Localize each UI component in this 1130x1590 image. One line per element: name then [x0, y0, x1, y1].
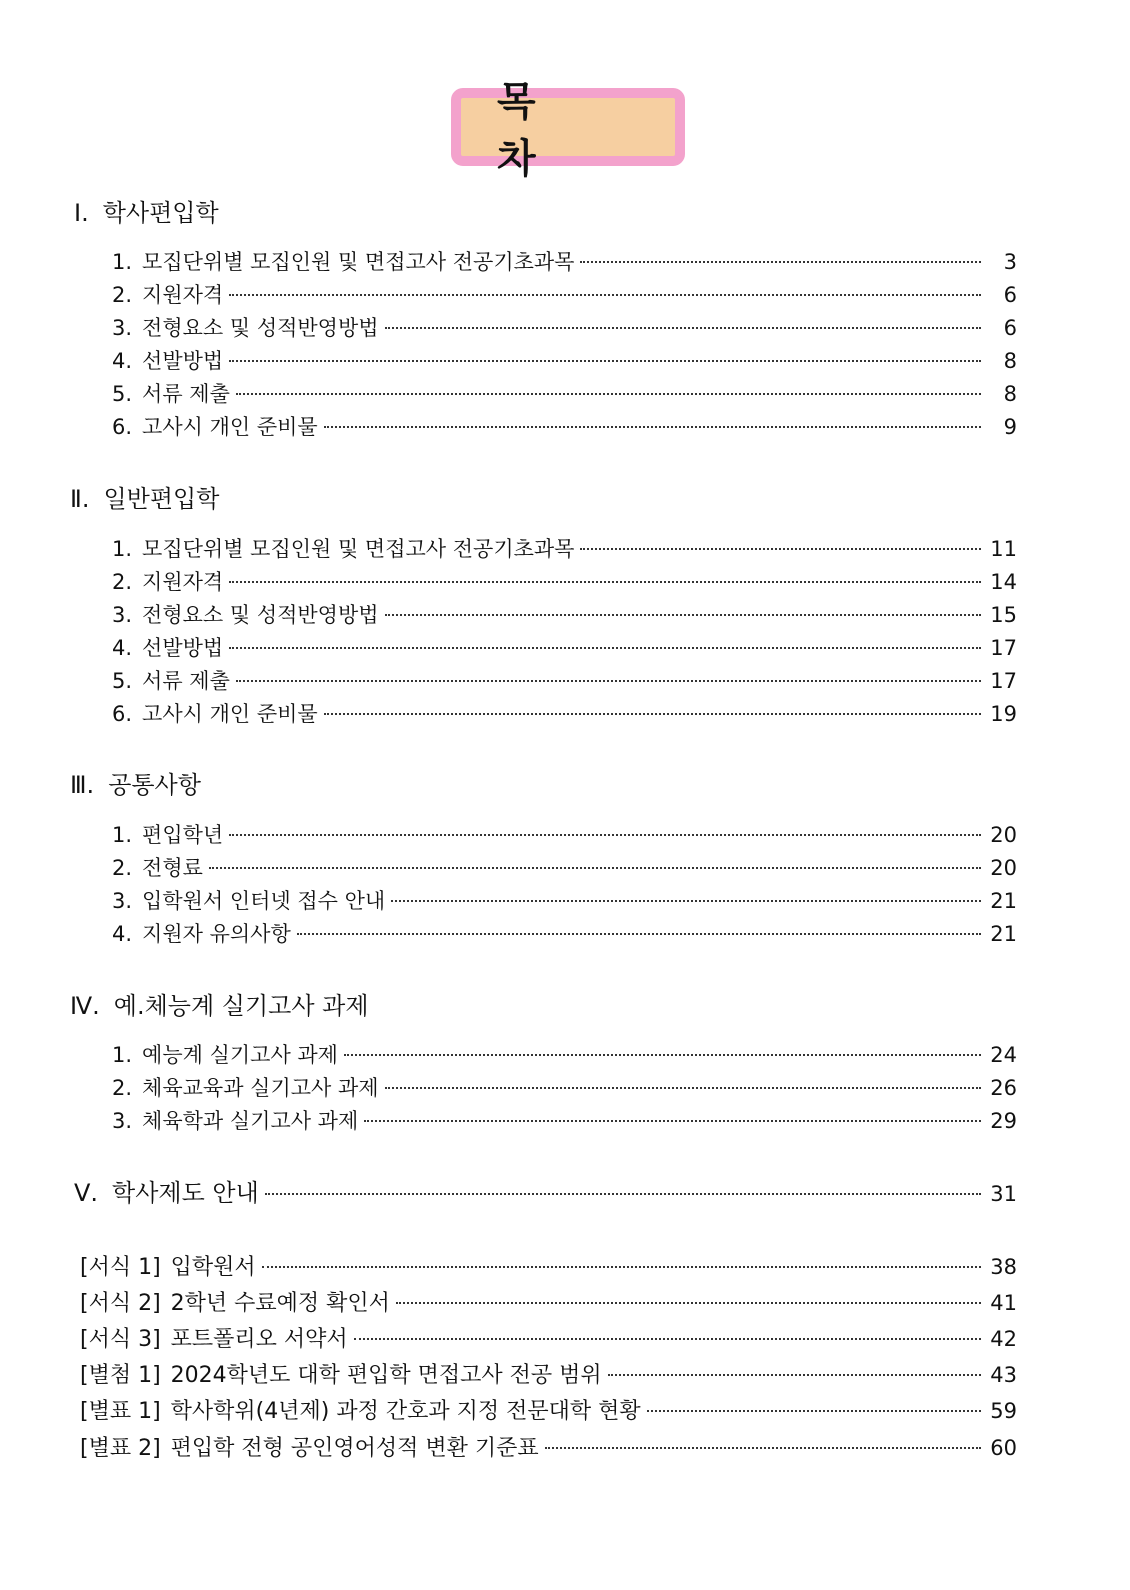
dot-leader	[324, 426, 981, 428]
entry-page: 60	[990, 1436, 1017, 1460]
section-number: Ⅲ.	[70, 771, 95, 799]
entry-number: 1.	[112, 1043, 133, 1067]
entry-label: 고사시 개인 준비물	[142, 702, 318, 726]
dot-leader	[364, 1120, 981, 1122]
toc-entry[interactable]	[112, 568, 1017, 596]
section-title: 예.체능계 실기고사 과제	[113, 992, 369, 1020]
entry-label: 편입학년	[142, 823, 224, 847]
dot-leader	[262, 1266, 981, 1268]
toc-entry[interactable]	[112, 887, 1017, 915]
entry-page: 6	[1003, 316, 1017, 340]
entry-label: 전형요소 및 성적반영방법	[142, 316, 379, 340]
entry-page: 21	[990, 889, 1017, 913]
appendix-tag: [서식 2]	[80, 1291, 161, 1316]
toc-entry[interactable]	[112, 634, 1017, 662]
entry-number: 3.	[112, 1109, 133, 1133]
dot-leader	[545, 1447, 981, 1449]
dot-leader	[229, 834, 981, 836]
entry-page: 19	[990, 702, 1017, 726]
appendix-tag: [별표 2]	[80, 1436, 161, 1461]
entry-label: 체육교육과 실기고사 과제	[142, 1076, 379, 1100]
entry-label: 지원자격	[142, 283, 224, 307]
toc-entry[interactable]	[112, 700, 1017, 728]
section-title: 학사편입학	[102, 199, 219, 227]
entry-page: 38	[990, 1255, 1017, 1279]
dot-leader	[580, 261, 981, 263]
entry-label: 선발방법	[142, 636, 224, 660]
toc-entry[interactable]	[112, 314, 1017, 342]
entry-label: 2024학년도 대학 편입학 면접고사 전공 범위	[170, 1363, 602, 1388]
toc-entry[interactable]	[112, 667, 1017, 695]
entry-page: 42	[990, 1327, 1017, 1351]
entry-label: 입학원서	[170, 1255, 256, 1280]
toc-entry[interactable]	[112, 380, 1017, 408]
entry-number: 5.	[112, 669, 133, 693]
dot-leader	[209, 867, 981, 869]
dot-leader	[580, 548, 981, 550]
toc-entry[interactable]	[112, 601, 1017, 629]
page-title: 목 차	[497, 79, 572, 182]
entry-label: 지원자 유의사항	[142, 922, 291, 946]
entry-page: 8	[1003, 349, 1017, 373]
dot-leader	[297, 933, 981, 935]
entry-page: 31	[990, 1182, 1017, 1206]
dot-leader	[236, 393, 981, 395]
entry-label: 예능계 실기고사 과제	[142, 1043, 338, 1067]
dot-leader	[385, 327, 981, 329]
entry-page: 29	[990, 1109, 1017, 1133]
entry-label: 입학원서 인터넷 접수 안내	[142, 889, 386, 913]
entry-label: 서류 제출	[142, 669, 230, 693]
dot-leader	[344, 1054, 981, 1056]
toc-entry[interactable]	[112, 920, 1017, 948]
section-heading-1	[74, 198, 219, 228]
section-number: Ⅳ.	[70, 992, 100, 1020]
entry-number: 2.	[112, 570, 133, 594]
toc-entry[interactable]	[112, 535, 1017, 563]
appendix-entry[interactable]	[80, 1289, 1017, 1318]
entry-page: 11	[990, 537, 1017, 561]
entry-number: 2.	[112, 856, 133, 880]
dot-leader	[647, 1410, 981, 1412]
entry-page: 21	[990, 922, 1017, 946]
entry-label: 편입학 전형 공인영어성적 변환 기준표	[170, 1436, 539, 1461]
entry-label: 모집단위별 모집인원 및 면접고사 전공기초과목	[142, 250, 575, 274]
dot-leader	[324, 713, 981, 715]
entry-page: 14	[990, 570, 1017, 594]
section-title: 일반편입학	[103, 485, 220, 513]
entry-label: 모집단위별 모집인원 및 면접고사 전공기초과목	[142, 537, 575, 561]
entry-number: 4.	[112, 636, 133, 660]
entry-number: 3.	[112, 316, 133, 340]
entry-page: 15	[990, 603, 1017, 627]
section-heading-5[interactable]	[74, 1178, 1017, 1209]
section-number: Ⅴ.	[74, 1179, 99, 1207]
toc-entry[interactable]	[112, 413, 1017, 441]
dot-leader	[229, 360, 981, 362]
entry-label: 서류 제출	[142, 382, 230, 406]
entry-label: 선발방법	[142, 349, 224, 373]
section-heading-3	[70, 770, 201, 800]
entry-label: 2학년 수료예정 확인서	[170, 1291, 390, 1316]
entry-number: 1.	[112, 823, 133, 847]
entry-page: 8	[1003, 382, 1017, 406]
appendix-tag: [별첨 1]	[80, 1363, 161, 1388]
entry-page: 17	[990, 669, 1017, 693]
toc-entry[interactable]	[112, 854, 1017, 882]
entry-page: 20	[990, 823, 1017, 847]
appendix-tag: [서식 3]	[80, 1327, 161, 1352]
entry-number: 6.	[112, 702, 133, 726]
entry-label: 학사학위(4년제) 과정 간호과 지정 전문대학 현황	[170, 1399, 641, 1424]
page-title-box	[451, 79, 685, 182]
entry-number: 1.	[112, 537, 133, 561]
entry-page: 9	[1003, 415, 1017, 439]
entry-number: 1.	[112, 250, 133, 274]
entry-label: 전형요소 및 성적반영방법	[142, 603, 379, 627]
appendix-tag: [별표 1]	[80, 1399, 161, 1424]
dot-leader	[385, 1087, 981, 1089]
toc-entry[interactable]	[112, 1107, 1017, 1135]
toc-entry[interactable]	[112, 248, 1017, 276]
dot-leader	[265, 1193, 981, 1195]
dot-leader	[229, 294, 981, 296]
section-heading-4	[70, 991, 369, 1021]
section-number: Ⅰ.	[74, 199, 89, 227]
entry-number: 5.	[112, 382, 133, 406]
entry-number: 2.	[112, 1076, 133, 1100]
dot-leader	[608, 1374, 981, 1376]
appendix-entry[interactable]	[80, 1434, 1017, 1463]
entry-number: 3.	[112, 603, 133, 627]
entry-number: 3.	[112, 889, 133, 913]
appendix-tag: [서식 1]	[80, 1255, 161, 1280]
entry-page: 3	[1003, 250, 1017, 274]
dot-leader	[236, 680, 981, 682]
dot-leader	[391, 900, 981, 902]
toc-entry[interactable]	[112, 347, 1017, 375]
appendix-entry[interactable]	[80, 1253, 1017, 1282]
section-heading-2	[70, 484, 219, 514]
entry-number: 2.	[112, 283, 133, 307]
toc-entry[interactable]	[112, 1041, 1017, 1069]
dot-leader	[354, 1338, 981, 1340]
dot-leader	[229, 581, 981, 583]
entry-page: 6	[1003, 283, 1017, 307]
entry-label: 전형료	[142, 856, 203, 880]
appendix-entry[interactable]	[80, 1361, 1017, 1390]
entry-label: 포트폴리오 서약서	[170, 1327, 348, 1352]
appendix-entry[interactable]	[80, 1397, 1017, 1426]
entry-number: 6.	[112, 415, 133, 439]
entry-page: 43	[990, 1363, 1017, 1387]
entry-number: 4.	[112, 922, 133, 946]
entry-label: 지원자격	[142, 570, 224, 594]
entry-number: 4.	[112, 349, 133, 373]
entry-label: 고사시 개인 준비물	[142, 415, 318, 439]
entry-label: 체육학과 실기고사 과제	[142, 1109, 359, 1133]
entry-page: 17	[990, 636, 1017, 660]
entry-page: 20	[990, 856, 1017, 880]
toc-entry[interactable]	[112, 821, 1017, 849]
entry-page: 26	[990, 1076, 1017, 1100]
section-number: Ⅱ.	[70, 485, 90, 513]
section-title: 학사제도 안내	[112, 1179, 259, 1207]
dot-leader	[385, 614, 981, 616]
section-title: 공통사항	[108, 771, 201, 799]
toc-entry[interactable]	[112, 1074, 1017, 1102]
toc-entry[interactable]	[112, 281, 1017, 309]
entry-page: 24	[990, 1043, 1017, 1067]
dot-leader	[396, 1302, 981, 1304]
dot-leader	[229, 647, 981, 649]
entry-page: 59	[990, 1399, 1017, 1423]
entry-page: 41	[990, 1291, 1017, 1315]
appendix-entry[interactable]	[80, 1325, 1017, 1354]
